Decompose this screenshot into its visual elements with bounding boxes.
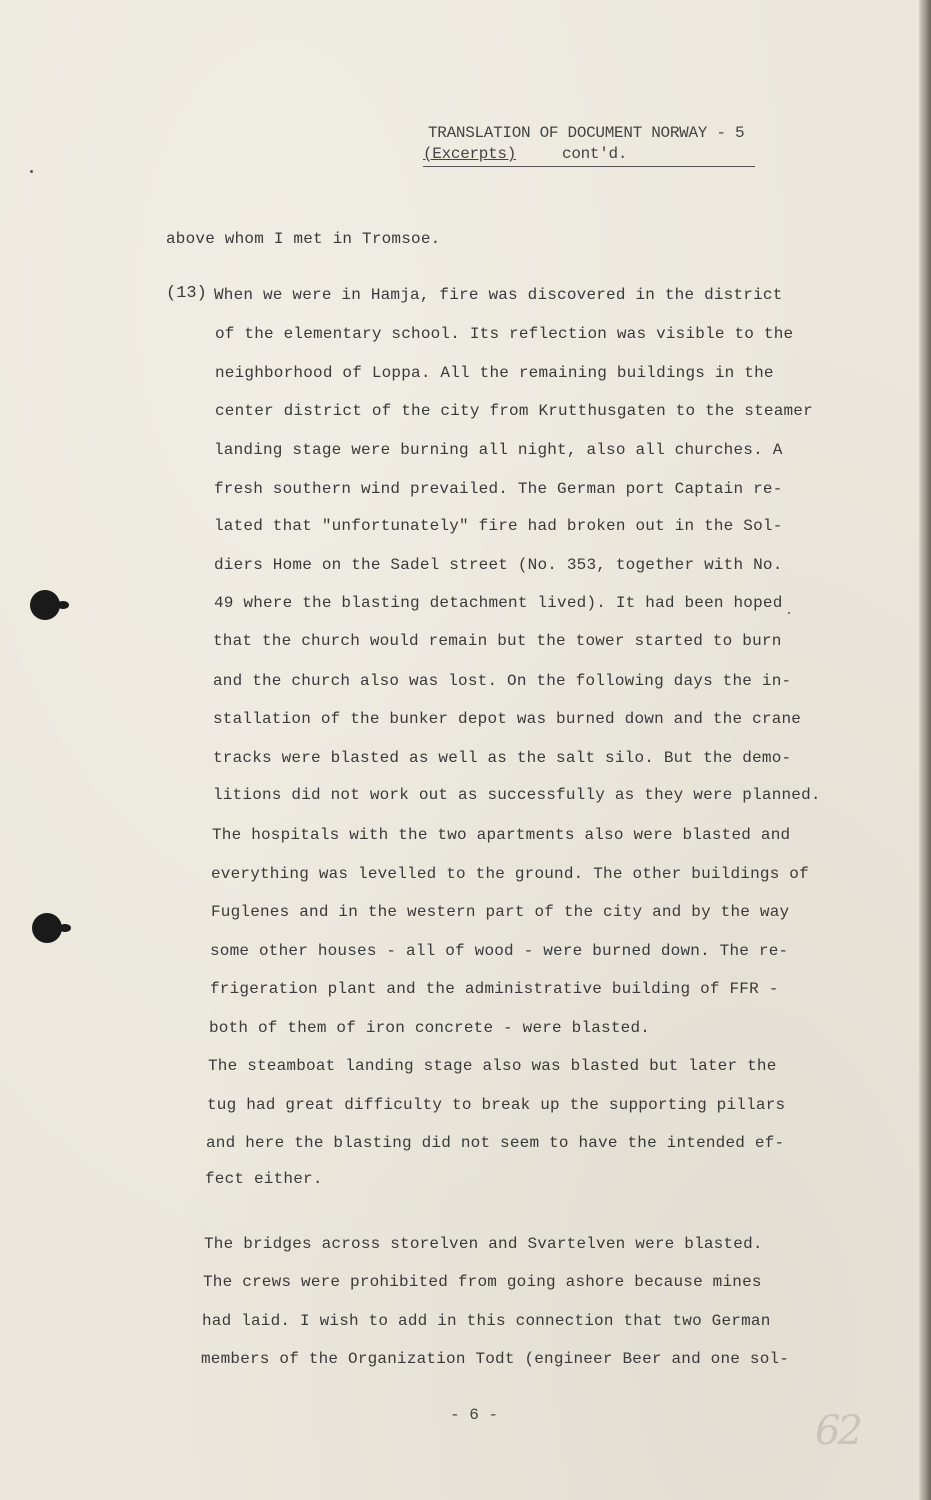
body-line: tracks were blasted as well as the salt silo. But the demo- [213,749,792,767]
punch-hole [32,913,62,943]
handwritten-page-number: 62 [815,1408,860,1454]
page-edge-shadow [919,0,931,1500]
opening-line: above whom I met in Tromsoe. [166,230,441,248]
body-line: center district of the city from Krutthusgaten to the steamer [215,402,813,420]
punch-hole [30,590,60,620]
body-line: of the elementary school. Its reflection was visible to the [215,325,794,343]
body-line: both of them of iron concrete - were blasted. [209,1019,651,1037]
header-contd: cont'd. [562,145,628,163]
body-line: diers Home on the Sadel street (No. 353, together with No. [214,556,783,574]
body-line: 49 where the blasting detachment lived). It had been hoped [214,594,783,612]
body-line: lated that "unfortunately" fire had broken out in the Sol- [214,517,783,535]
page-number: - 6 - [450,1406,499,1424]
body-line: tug had great difficulty to break up the supporting pillars [207,1096,786,1114]
body-line: members of the Organization Todt (engineer Beer and one sol- [201,1350,790,1368]
header-title: TRANSLATION OF DOCUMENT NORWAY - 5 [428,124,745,142]
body-line: fresh southern wind prevailed. The German port Captain re- [214,480,783,498]
body-line: everything was levelled to the ground. The other buildings of [211,865,809,883]
body-line: had laid. I wish to add in this connection that two German [202,1312,771,1330]
document-header [423,123,755,167]
header-excerpts: (Excerpts) [423,145,517,163]
body-line: and the church also was lost. On the following days the in- [213,672,792,690]
paper-speck [788,612,790,614]
body-line: fect either. [205,1170,323,1188]
body-line: some other houses - all of wood - were burned down. The re- [210,942,789,960]
body-line: The crews were prohibited from going ashore because mines [203,1273,762,1291]
body-line: When we were in Hamja, fire was discovered in the district [214,286,783,304]
body-line: litions did not work out as successfully as they were planned. [213,786,821,804]
body-line: and here the blasting did not seem to have the intended ef- [206,1134,785,1152]
body-line: frigeration plant and the administrative building of FFR - [210,980,779,998]
paper-speck [30,170,33,173]
body-line: The steamboat landing stage also was blasted but later the [208,1057,777,1075]
body-line: landing stage were burning all night, also all churches. A [214,441,783,459]
body-line: neighborhood of Loppa. All the remaining buildings in the [215,364,774,382]
body-line: that the church would remain but the tower started to burn [213,632,782,650]
header-subtitle [423,144,755,167]
body-line: stallation of the bunker depot was burned down and the crane [213,710,802,728]
paragraph-number: (13) [166,284,207,303]
body-line: The hospitals with the two apartments also were blasted and [212,826,791,844]
body-line: Fuglenes and in the western part of the city and by the way [211,903,790,921]
body-line: The bridges across storelven and Svartelven were blasted. [204,1235,763,1253]
